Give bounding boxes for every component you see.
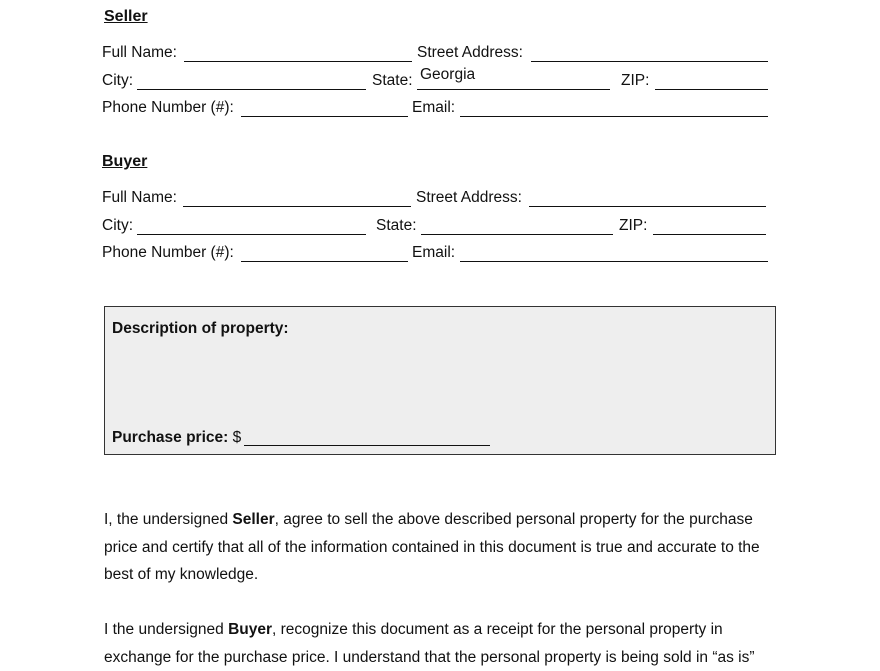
seller-street-address-label: Street Address: [417,44,523,61]
buyer-heading: Buyer [102,153,148,170]
seller-city-label: City: [102,72,133,89]
buyer-city-field[interactable] [137,234,366,235]
seller-zip-field[interactable] [655,89,768,90]
buyer-statement-text: , recognize this document as a receipt for the personal property in exchange for the purchase price. I understand that the personal property is being sold in “as is” [104,621,755,666]
seller-state-label: State: [372,72,413,89]
buyer-email-field[interactable] [460,261,768,262]
seller-email-field[interactable] [460,116,768,117]
seller-street-address-field[interactable] [531,61,768,62]
seller-phone-label: Phone Number (#): [102,99,234,116]
purchase-price-field[interactable] [244,445,490,446]
seller-state-value: Georgia [420,66,476,83]
seller-statement-text: , agree to sell the above described personal property for the purchase price and certify that all of the information contained in this document is true and accurate to the best of my knowledge. [104,511,760,583]
seller-email-label: Email: [412,99,456,116]
seller-phone-field[interactable] [241,116,408,117]
seller-heading: Seller [104,8,148,25]
seller-statement-role: Seller [232,511,275,528]
property-description-label: Description of property: [112,320,289,337]
buyer-state-field[interactable] [421,234,613,235]
buyer-phone-label: Phone Number (#): [102,244,234,261]
seller-full-name-label: Full Name: [102,44,177,61]
buyer-state-label: State: [376,217,417,234]
buyer-zip-field[interactable] [653,234,766,235]
buyer-full-name-label: Full Name: [102,189,177,206]
seller-full-name-field[interactable] [184,61,412,62]
property-box [104,306,776,455]
currency-symbol: $ [232,429,242,446]
buyer-street-address-field[interactable] [529,206,766,207]
buyer-statement-role: Buyer [228,621,273,638]
buyer-zip-label: ZIP: [619,217,648,234]
buyer-statement-prefix: I the undersigned [104,621,229,638]
purchase-price-label: Purchase price: [112,429,233,446]
seller-statement-prefix: I, the undersigned [104,511,233,528]
purchase-price-row [112,429,241,447]
buyer-city-label: City: [102,217,133,234]
seller-state-field[interactable] [417,89,610,90]
buyer-full-name-field[interactable] [183,206,411,207]
seller-zip-label: ZIP: [621,72,650,89]
buyer-statement [104,616,784,671]
buyer-street-address-label: Street Address: [416,189,522,206]
seller-city-field[interactable] [137,89,366,90]
buyer-phone-field[interactable] [241,261,408,262]
seller-statement [104,506,784,589]
buyer-email-label: Email: [412,244,456,261]
